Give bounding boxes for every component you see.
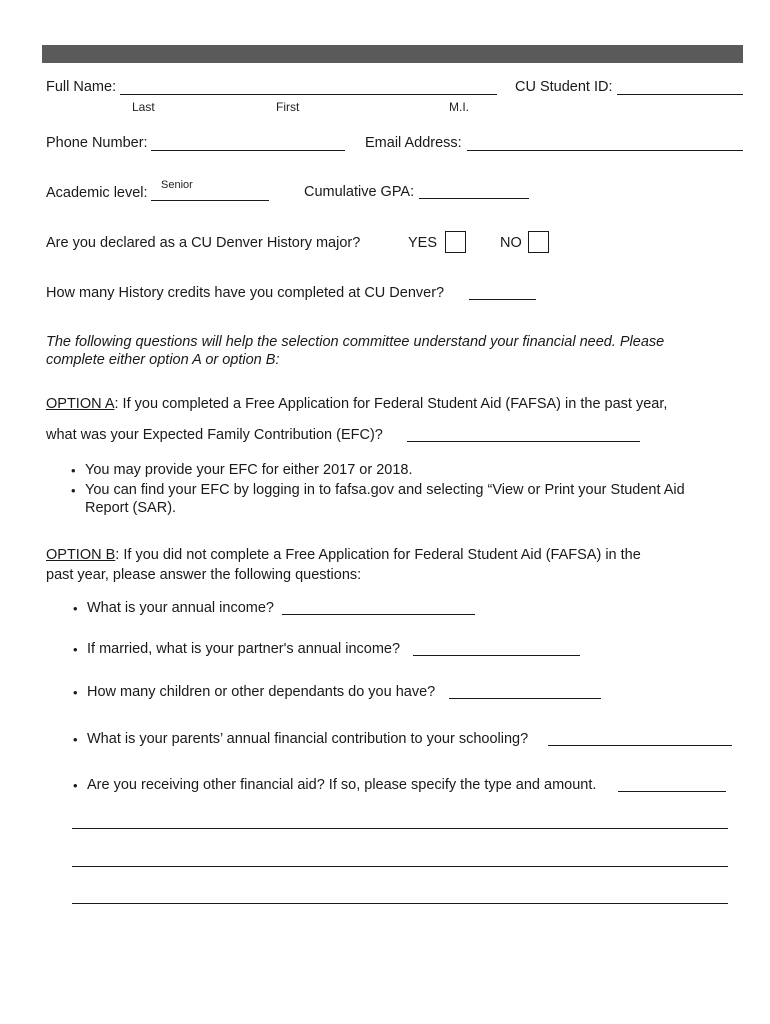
bullet-icon: • xyxy=(73,642,78,657)
bullet-icon: • xyxy=(71,463,76,478)
bullet-icon: • xyxy=(73,778,78,793)
dependants-field[interactable] xyxy=(449,698,601,699)
option-b-paragraph xyxy=(46,547,641,564)
option-b-question-2: If married, what is your partner's annual income? xyxy=(87,641,401,657)
gpa-label: Cumulative GPA: xyxy=(304,184,415,200)
bullet-icon: • xyxy=(73,601,78,616)
intro-line-2: complete either option A or option B: xyxy=(46,352,280,368)
parents-contribution-field[interactable] xyxy=(548,745,732,746)
option-b-question-4: What is your parents’ annual financial contribution to your schooling? xyxy=(87,731,529,747)
credits-field[interactable] xyxy=(469,299,536,300)
header-bar xyxy=(42,45,743,63)
other-aid-line-2[interactable] xyxy=(72,866,728,867)
sub-label-mi: M.I. xyxy=(449,100,469,114)
option-a-text-1: : If you completed a Free Application for Federal Student Aid (FAFSA) in the past year, xyxy=(114,396,668,412)
other-aid-field[interactable] xyxy=(618,791,726,792)
credits-question: How many History credits have you completed at CU Denver? xyxy=(46,285,445,301)
annual-income-field[interactable] xyxy=(282,614,475,615)
sub-label-last: Last xyxy=(132,100,155,114)
sub-label-first: First xyxy=(276,100,300,114)
gpa-field[interactable] xyxy=(419,198,529,199)
academic-level-label: Academic level: xyxy=(46,185,148,201)
option-b-text-1: : If you did not complete a Free Application for Federal Student Aid (FAFSA) in the xyxy=(115,547,641,563)
option-a-heading: OPTION A xyxy=(46,396,115,412)
intro-line-1: The following questions will help the selection committee understand your financial need. Please xyxy=(46,334,665,350)
option-b-question-3: How many children or other dependants do you have? xyxy=(87,684,436,700)
full-name-field[interactable] xyxy=(120,94,497,95)
student-id-field[interactable] xyxy=(617,94,743,95)
phone-field[interactable] xyxy=(151,150,345,151)
yes-checkbox[interactable] xyxy=(445,231,466,253)
phone-label: Phone Number: xyxy=(46,135,148,151)
bullet-icon: • xyxy=(73,685,78,700)
no-label: NO xyxy=(500,235,522,251)
academic-level-value: Senior xyxy=(161,179,193,191)
full-name-label: Full Name: xyxy=(46,79,117,95)
academic-level-field[interactable] xyxy=(151,200,269,201)
email-label: Email Address: xyxy=(365,135,462,151)
option-a-bullet-1: You may provide your EFC for either 2017 or 2018. xyxy=(85,462,413,478)
option-a-paragraph xyxy=(46,396,667,413)
option-a-bullet-2-cont: Report (SAR). xyxy=(85,500,177,516)
option-a-bullet-2: You can find your EFC by logging in to fafsa.gov and selecting “View or Print your Student Aid xyxy=(85,482,685,498)
student-id-label: CU Student ID: xyxy=(515,79,613,95)
option-b-question-1: What is your annual income? xyxy=(87,600,274,616)
option-b-question-5: Are you receiving other financial aid? If so, please specify the type and amount. xyxy=(87,777,597,793)
no-checkbox[interactable] xyxy=(528,231,549,253)
bullet-icon: • xyxy=(71,483,76,498)
option-a-efc-question: what was your Expected Family Contribution (EFC)? xyxy=(46,427,383,443)
other-aid-line-3[interactable] xyxy=(72,903,728,904)
option-b-text-2: past year, please answer the following questions: xyxy=(46,567,362,583)
efc-field[interactable] xyxy=(407,441,640,442)
bullet-icon: • xyxy=(73,732,78,747)
other-aid-line-1[interactable] xyxy=(72,828,728,829)
partner-income-field[interactable] xyxy=(413,655,580,656)
email-field[interactable] xyxy=(467,150,743,151)
major-question: Are you declared as a CU Denver History major? xyxy=(46,235,361,251)
yes-label: YES xyxy=(408,235,438,251)
option-b-heading: OPTION B xyxy=(46,547,116,563)
